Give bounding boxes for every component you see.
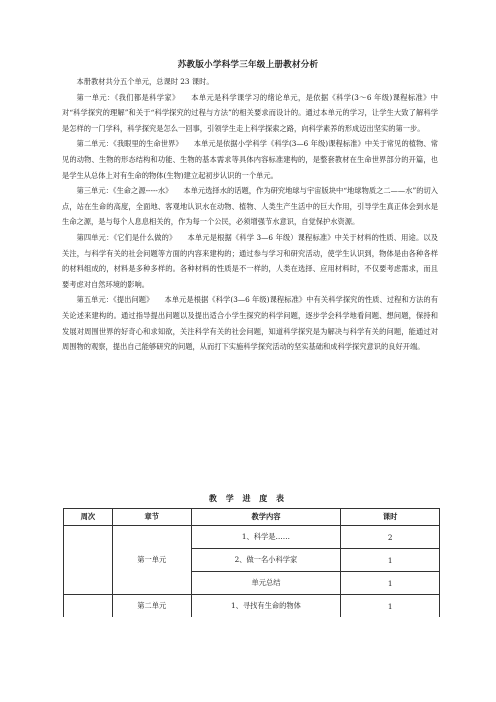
- schedule-title: 教 学 进 度 表: [208, 493, 288, 503]
- header-content: 教学内容: [191, 509, 341, 526]
- header-chapter: 章节: [112, 509, 191, 526]
- week-cell: [64, 595, 113, 618]
- header-week: 周次: [64, 509, 113, 526]
- table-row: [64, 595, 440, 618]
- paragraph-unit-1: 第一单元：《我们都是科学家》 本单元是科学课学习的绪论单元，是依据《科学(3～6 年级)课程标准》中对“科学探究的理解”和关于“科学探究的过程与方法”的相关要求而设计的。通过本单元的学习，让学生大致了解科学是怎样的一门学科，科学探究是怎么一回事，引领学生走上科学探索之路，向科学素养的形成迈出坚实的第一步。: [62, 92, 438, 133]
- chapter-cell: 第一单元: [112, 526, 191, 595]
- hours-cell: 1: [341, 549, 440, 572]
- hours-cell: 2: [341, 526, 440, 549]
- table-header-row: [64, 509, 440, 526]
- content-cell: 单元总结: [191, 572, 341, 595]
- document-title: 苏教版小学科学三年级上册教材分析: [177, 60, 319, 70]
- paragraph-unit-5: 第五单元：《提出问题》 本单元是根据《科学(3—6 年级)课程标准》中有关科学探究的性质、过程和方法的有关论述来建构的。通过指导提出问题以及提出适合小学生探究的科学问题，逐步学会科学地看问题、想问题，保持和发展对周围世界的好奇心和求知欲，关注科学有关的社会问题，知道科学探究是为解决与科学有关的问题，能通过对周围物的观察，提出自己能够研究的问题，从而打下实施科学探究活动的坚实基础和成科学探究意识的良好开端。: [62, 295, 438, 352]
- table-row: [64, 526, 440, 549]
- chapter-cell: 第二单元: [112, 595, 191, 618]
- paragraph-unit-2: 第二单元：《我眼里的生命世界》 本单元是依据小学科学《科学(3—6 年级)课程标准》中关于常见的植物、常见的动物、生物的形态结构和功能、生物的基本需求等具体内容标准建构的，是整套教材在生命世界部分的开篇，也是学生从总体上对有生命的物体(生物)建立起初步认识的一个单元。: [62, 139, 438, 180]
- week-cell: [64, 526, 113, 595]
- header-hours: 课时: [341, 509, 440, 526]
- paragraph-unit-3: 第三单元：《生命之源-----水》 本单元选择水的话题，作为研究地球与宇宙版块中“地球物质之二——水”的切入点，站在生命的高度，全面地、客观地认识水在动物、植物、人类生产生活中的巨大作用，引导学生真正体会到水是生命之源，是与每个人息息相关的，作为每一个公民，必须增强节水意识，自觉保护水资源。: [62, 186, 438, 227]
- schedule-table: [63, 508, 440, 617]
- paragraph-unit-4: 第四单元：《它们是什么做的》 本单元是根据《科学 3—6 年级）课程标准》中关于材料的性质、用途。以及关注，与科学有关的社会问题等方面的内容来建构的；通过参与学习和研究活动，使学生认识到，物体是由各种各样的材料组成的，材料是多种多样的。各种材料的性质是不一样的，人类在选择、应用材料时，不仅要考虑需求，而且要考虑对自然环境的影响。: [62, 232, 438, 289]
- document-body: [62, 74, 438, 355]
- content-cell: 2、做一名小科学家: [191, 549, 341, 572]
- hours-cell: 1: [341, 572, 440, 595]
- hours-cell: 1: [341, 595, 440, 618]
- paragraph-summary: 本册教材共分五个单元，总课时 23 课时。: [76, 77, 214, 86]
- content-cell: 1、寻找有生命的物体: [191, 595, 341, 618]
- content-cell: 1、科学是……: [191, 526, 341, 549]
